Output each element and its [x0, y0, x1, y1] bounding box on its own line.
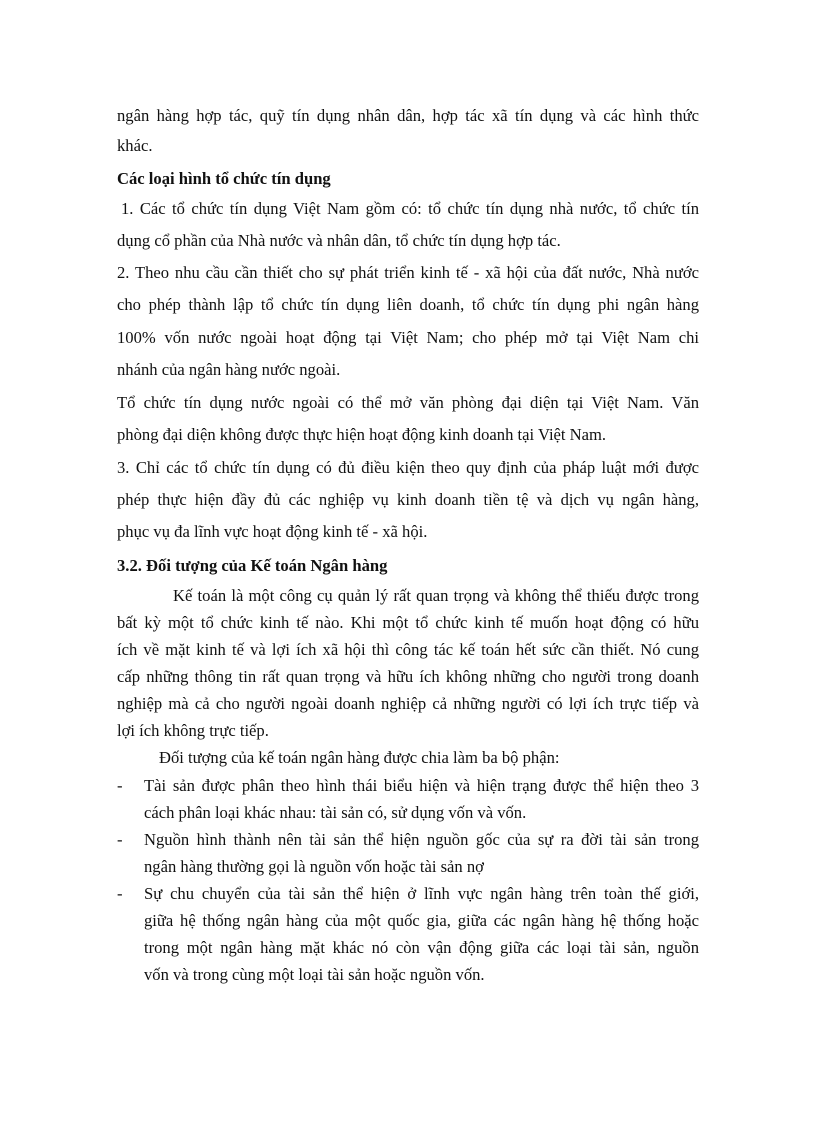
- bullet-2-line-2: ngân hàng thường gọi là nguồn vốn hoặc tài sản nợ: [144, 857, 484, 876]
- paragraph-3-line-2: phòng đại diện không được thực hiện hoạt động kinh doanh tại Việt Nam.: [117, 425, 607, 444]
- paragraph-1-line-2: dụng cổ phần của Nhà nước và nhân dân, tổ chức tín dụng hợp tác.: [117, 231, 561, 250]
- paragraph-4-line-1: 3. Chỉ các tổ chức tín dụng có đủ điều kiện theo quy định của pháp luật mới được: [117, 458, 699, 477]
- bullet-3-line-4: vốn và trong cùng một loại tài sản hoặc nguồn vốn.: [144, 965, 485, 984]
- section-3-2-para-1-line-2: bất kỳ một tổ chức kinh tế nào. Khi một tổ chức kinh tế muốn hoạt động có hữu: [117, 613, 699, 632]
- paragraph-2-line-2: cho phép thành lập tổ chức tín dụng liên doanh, tổ chức tín dụng phi ngân hàng: [117, 295, 699, 314]
- bullet-2-line-1: Nguồn hình thành nên tài sản thể hiện nguồn gốc của sự ra đời tài sản trong: [144, 830, 699, 849]
- section-3-2-para-1-line-5: nghiệp mà cả cho người ngoài doanh nghiệp cả những người có lợi ích trực tiếp và: [117, 694, 699, 713]
- section-3-2-para-1-line-3: ích về mặt kinh tế và lợi ích xã hội thì công tác kế toán hết sức cần thiết. Nó cung: [117, 640, 699, 659]
- bullet-dash: -: [117, 776, 123, 795]
- paragraph-1-line-1: 1. Các tổ chức tín dụng Việt Nam gồm có: tổ chức tín dụng nhà nước, tổ chức tín: [121, 199, 699, 218]
- section-heading-3-2: 3.2. Đối tượng của Kế toán Ngân hàng: [117, 556, 388, 575]
- intro-line-1: ngân hàng hợp tác, quỹ tín dụng nhân dân, hợp tác xã tín dụng và các hình thức: [117, 106, 699, 125]
- section-heading-types: Các loại hình tổ chức tín dụng: [117, 169, 331, 188]
- paragraph-2-line-4: nhánh của ngân hàng nước ngoài.: [117, 360, 341, 379]
- bullet-item-1: [117, 772, 699, 828]
- bullet-item-2: [117, 826, 699, 882]
- bullet-dash: -: [117, 830, 123, 849]
- section-3-2-para-2: Đối tượng của kế toán ngân hàng được chia làm ba bộ phận:: [159, 748, 560, 767]
- paragraph-2-line-3: 100% vốn nước ngoài hoạt động tại Việt Nam; cho phép mở tại Việt Nam chi: [117, 328, 699, 347]
- paragraph-2-line-1: 2. Theo nhu cầu cần thiết cho sự phát triển kinh tế - xã hội của đất nước, Nhà nước: [117, 263, 699, 282]
- section-3-2-para-1-line-1: Kế toán là một công cụ quản lý rất quan trọng và không thể thiếu được trong: [173, 586, 699, 605]
- bullet-dash: -: [117, 884, 123, 903]
- section-3-2-para-1-line-6: lợi ích không trực tiếp.: [117, 721, 269, 740]
- bullet-3-line-3: trong một ngân hàng mặt khác nó còn vận động giữa các loại tài sản, nguồn: [144, 938, 699, 957]
- bullet-3-line-2: giữa hệ thống ngân hàng của một quốc gia, giữa các ngân hàng hệ thống hoặc: [144, 911, 699, 930]
- bullet-item-3: [117, 880, 699, 990]
- paragraph-4-line-3: phục vụ đa lĩnh vực hoạt động kinh tế - xã hội.: [117, 522, 428, 541]
- intro-line-2: khác.: [117, 136, 153, 155]
- paragraph-4-line-2: phép thực hiện đầy đủ các nghiệp vụ kinh doanh tiền tệ và dịch vụ ngân hàng,: [117, 490, 699, 509]
- paragraph-3-line-1: Tổ chức tín dụng nước ngoài có thể mở văn phòng đại diện tại Việt Nam. Văn: [117, 393, 699, 412]
- bullet-1-line-2: cách phân loại khác nhau: tài sản có, sử dụng vốn và vốn.: [144, 803, 527, 822]
- section-3-2-para-1-line-4: cấp những thông tin rất quan trọng và hữu ích không những cho người trong doanh: [117, 667, 699, 686]
- bullet-1-line-1: Tài sản được phân theo hình thái biểu hiện và hiện trạng được thể hiện theo 3: [144, 776, 699, 795]
- bullet-3-line-1: Sự chu chuyển của tài sản thể hiện ở lĩnh vực ngân hàng trên toàn thế giới,: [144, 884, 699, 903]
